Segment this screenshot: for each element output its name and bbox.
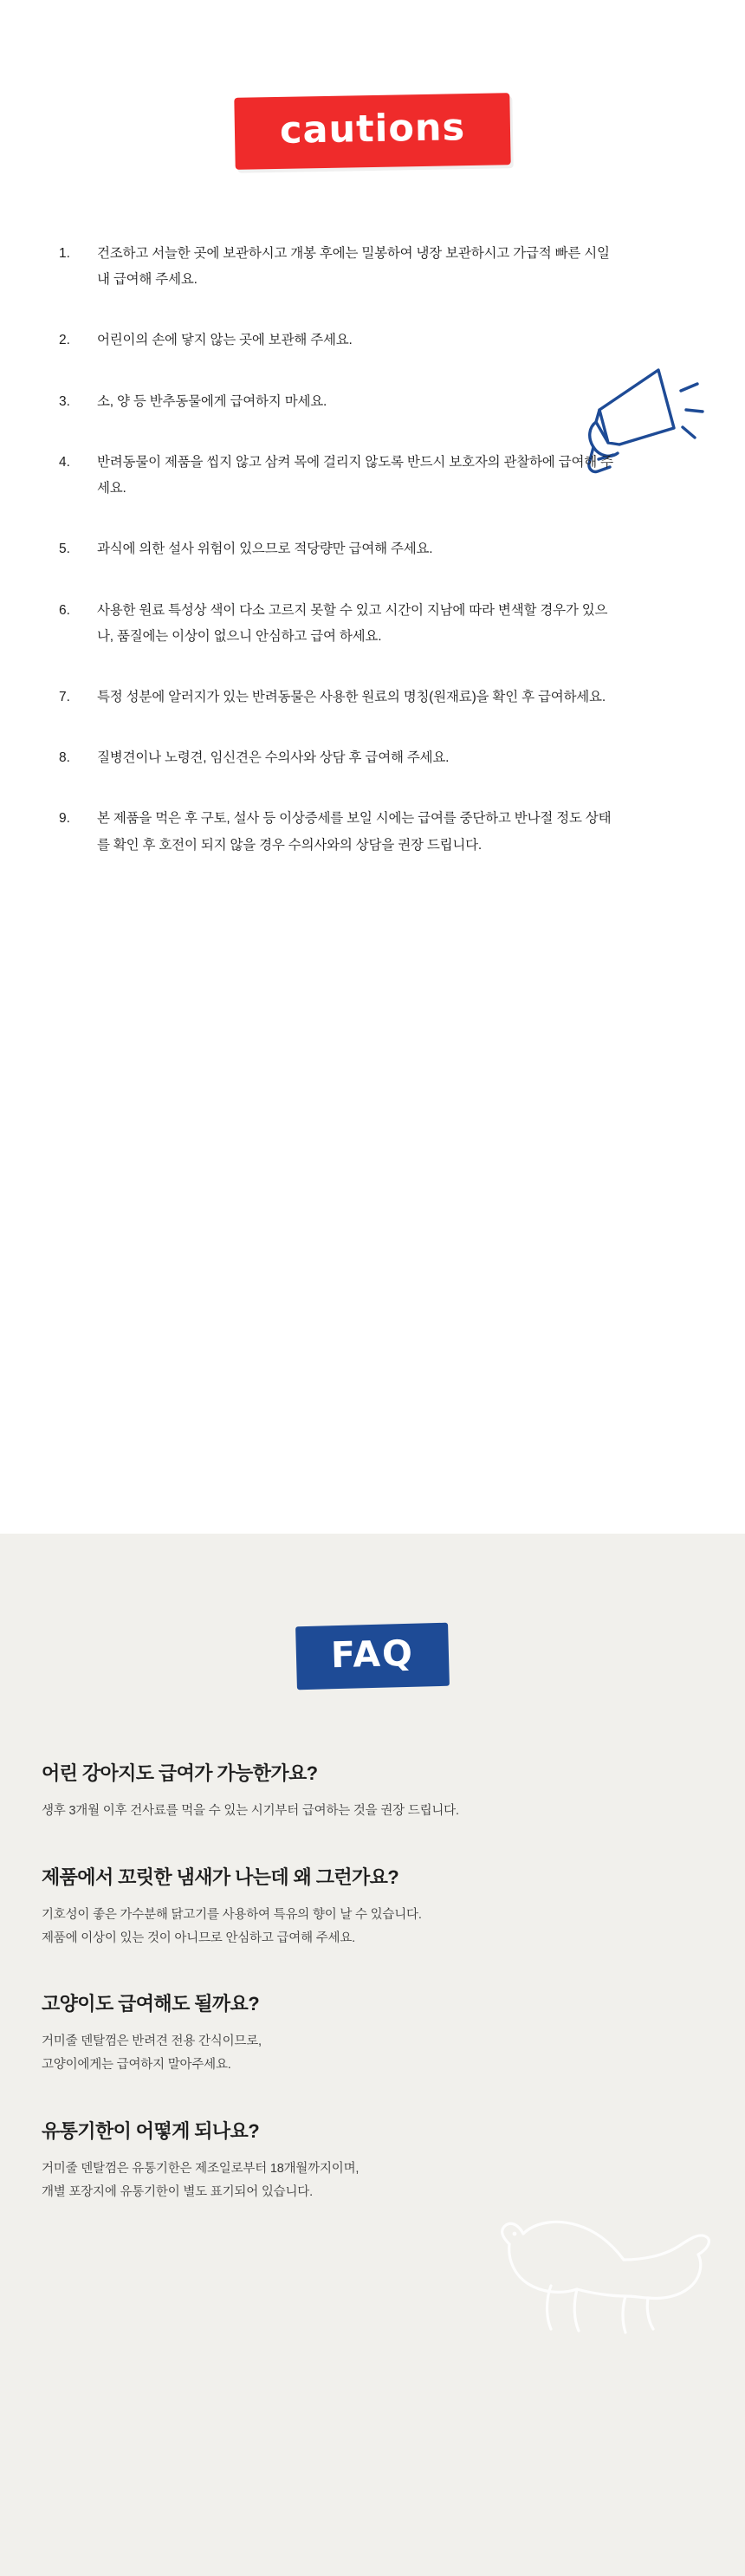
caution-text: 어린이의 손에 닿지 않는 곳에 보관해 주세요.	[97, 333, 353, 348]
caution-item	[52, 328, 684, 354]
faq-answer-line: 제품에 이상이 있는 것이 아니므로 안심하고 급여해 주세요.	[42, 1930, 355, 1945]
faq-list	[0, 1759, 745, 2204]
caution-number: 2.	[59, 333, 70, 348]
caution-item	[52, 536, 684, 562]
cautions-title-badge: cautions	[234, 93, 511, 170]
caution-number: 5.	[59, 542, 70, 557]
caution-item	[52, 685, 684, 711]
caution-text: 질병견이나 노령견, 임신견은 수의사와 상담 후 급여해 주세요.	[97, 750, 450, 766]
faq-item	[42, 1989, 703, 2077]
caution-item	[52, 241, 684, 293]
caution-text: 건조하고 서늘한 곳에 보관하시고 개봉 후에는 밀봉하여 냉장 보관하시고 가급적 빠른 시일 내 급여해 주세요.	[97, 246, 610, 288]
caution-item	[52, 389, 684, 415]
caution-text: 소, 양 등 반추동물에게 급여하지 마세요.	[97, 393, 327, 409]
faq-question: 고양이도 급여해도 될까요?	[42, 1993, 260, 2015]
caution-number: 8.	[59, 750, 70, 766]
faq-answer-line: 기호성이 좋은 가수분해 닭고기를 사용하여 특유의 향이 날 수 있습니다.	[42, 1907, 422, 1922]
caution-item	[52, 745, 684, 771]
cautions-badge-wrap	[0, 0, 745, 167]
faq-item	[42, 1759, 703, 1823]
faq-question: 어린 강아지도 급여가 가능한가요?	[42, 1762, 318, 1784]
caution-text: 반려동물이 제품을 씹지 않고 삼켜 목에 걸리지 않도록 반드시 보호자의 관찰하에 급여해 주세요.	[97, 454, 613, 496]
faq-answer-line: 고양이에게는 급여하지 말아주세요.	[42, 2058, 231, 2073]
faq-title-badge: FAQ	[295, 1623, 450, 1690]
caution-text: 특정 성분에 알러지가 있는 반려동물은 사용한 원료의 명칭(원재료)을 확인 후 급여하세요.	[97, 689, 606, 704]
caution-text: 과식에 의한 설사 위험이 있으므로 적당량만 급여해 주세요.	[97, 542, 433, 557]
caution-item	[52, 598, 684, 650]
faq-item	[42, 1863, 703, 1950]
faq-answer-line: 생후 3개월 이후 건사료를 먹을 수 있는 시기부터 급여하는 것을 권장 드립니다.	[42, 1804, 459, 1818]
faq-badge-wrap	[0, 1534, 745, 1688]
cautions-list	[0, 241, 745, 859]
caution-text: 본 제품을 먹은 후 구토, 설사 등 이상증세를 보일 시에는 급여를 중단하고 반나절 정도 상태를 확인 후 호전이 되지 않을 경우 수의사와의 상담을 권장 드립니다.	[97, 811, 612, 853]
caution-number: 3.	[59, 393, 70, 409]
faq-answer-line: 거미줄 덴탈껌은 반려견 전용 간식이므로,	[42, 2034, 262, 2049]
caution-number: 9.	[59, 811, 70, 827]
caution-number: 6.	[59, 602, 70, 618]
faq-answer-line: 개별 포장지에 유통기한이 별도 표기되어 있습니다.	[42, 2184, 313, 2199]
faq-item	[42, 2117, 703, 2204]
caution-number: 4.	[59, 454, 70, 470]
dog-outline-icon	[494, 2192, 719, 2365]
caution-item	[52, 450, 684, 502]
caution-number: 1.	[59, 246, 70, 261]
faq-question: 유통기한이 어떻게 되나요?	[42, 2120, 260, 2143]
faq-answer-line: 거미줄 덴탈껌은 유통기한은 제조일로부터 18개월까지이며,	[42, 2162, 360, 2177]
caution-text: 사용한 원료 특성상 색이 다소 고르지 못할 수 있고 시간이 지남에 따라 변색할 경우가 있으나, 품질에는 이상이 없으니 안심하고 급여 하세요.	[97, 602, 608, 644]
faq-question: 제품에서 꼬릿한 냄새가 나는데 왜 그런가요?	[42, 1865, 399, 1888]
faq-section	[0, 1534, 745, 2576]
caution-item	[52, 806, 684, 858]
caution-number: 7.	[59, 689, 70, 704]
